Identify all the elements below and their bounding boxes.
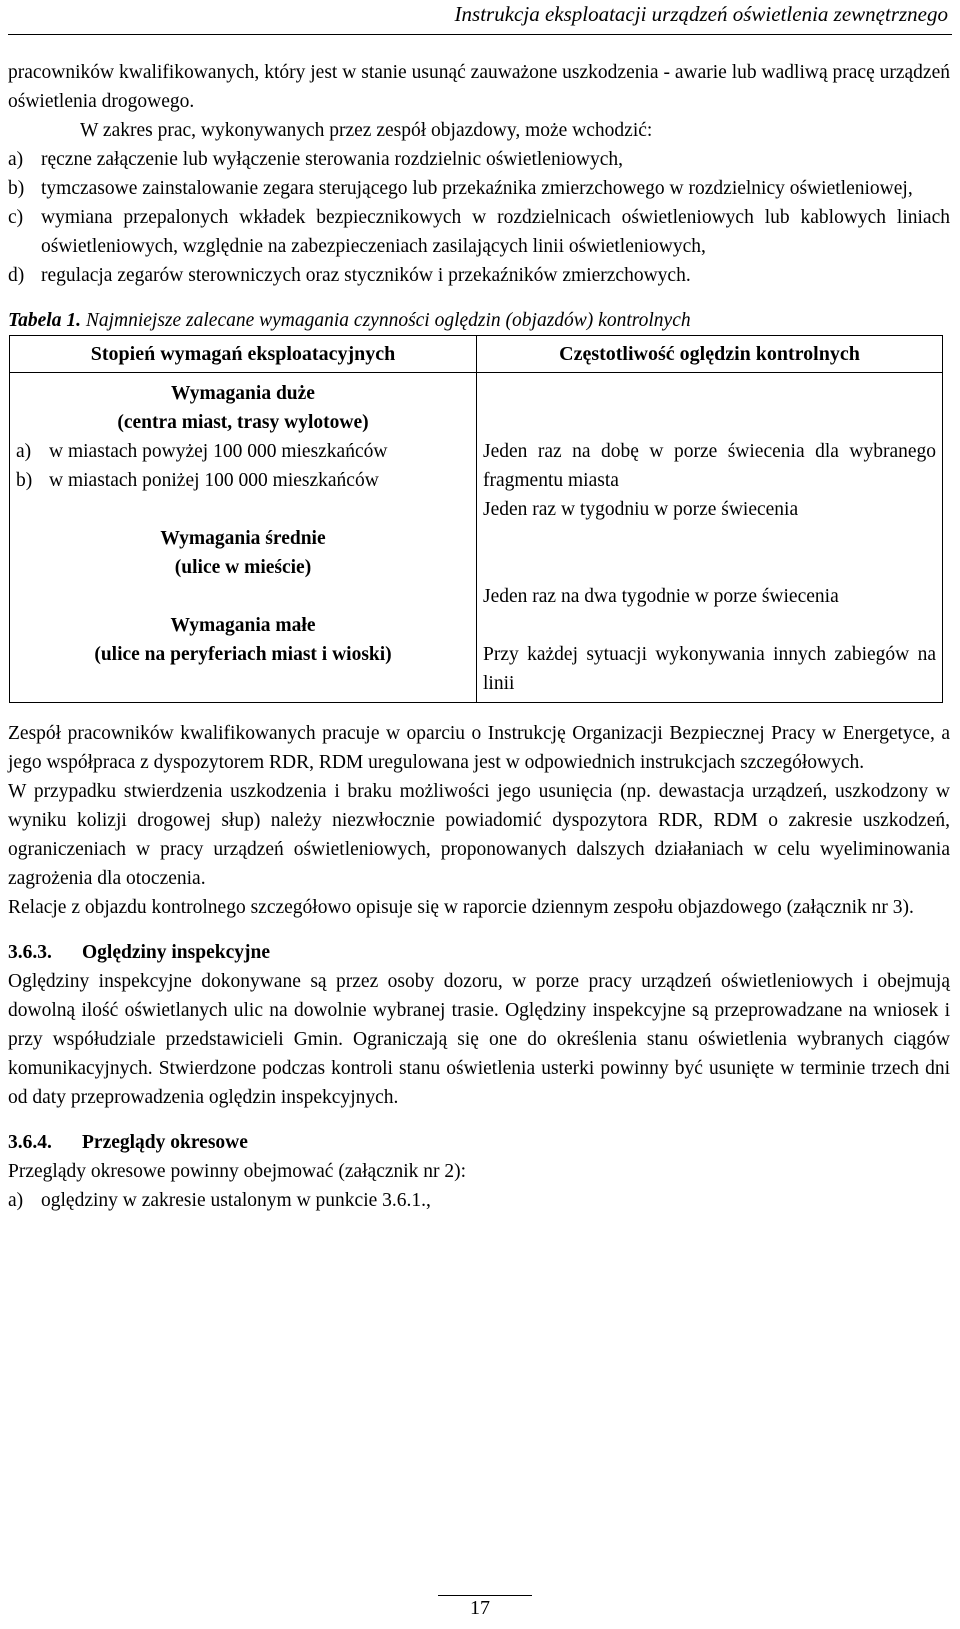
subitem-text: w miastach powyżej 100 000 mieszkańców xyxy=(49,441,388,462)
list-item xyxy=(8,174,950,203)
page-number: 17 xyxy=(470,1597,490,1619)
frequency-medium: Jeden raz na dwa tygodnie w porze świecenia xyxy=(483,586,839,607)
list-text: tymczasowe zainstalowanie zegara sterującego lub przekaźnika zmierzchowego w rozdzielnicy oświetleniowej, xyxy=(41,178,913,199)
paragraph-intro: pracowników kwalifikowanych, który jest w stanie usunąć zauważone uszkodzenia - awarie lub wadliwą pracę urządzeń oświetlenia drogowego. xyxy=(8,62,950,112)
table-row xyxy=(10,373,943,703)
table-header-row xyxy=(10,336,943,373)
level-low-desc: (ulice na peryferiach miast i wioski) xyxy=(94,644,392,665)
paragraph-scope: W zakres prac, wykonywanych przez zespół objazdowy, może wchodzić: xyxy=(80,120,653,141)
paragraph-periodic: Przeglądy okresowe powinny obejmować (załącznik nr 2): xyxy=(8,1161,467,1182)
page-content xyxy=(8,58,950,1215)
list-item xyxy=(8,1186,950,1215)
list-item xyxy=(8,203,950,261)
list-text: regulacja zegarów sterowniczych oraz styczników i przekaźników zmierzchowych. xyxy=(41,265,691,286)
requirements-table xyxy=(9,335,943,703)
section-number: 3.6.3. xyxy=(8,942,52,963)
section-heading-363 xyxy=(8,938,950,967)
running-header xyxy=(8,0,952,35)
table-caption-text: Najmniejsze zalecane wymagania czynności oględzin (objazdów) kontrolnych xyxy=(85,310,691,331)
table-label: Tabela 1. xyxy=(8,310,81,331)
frequency-high-b: Jeden raz w tygodniu w porze świecenia xyxy=(483,499,799,520)
level-high: Wymagania duże xyxy=(171,383,315,404)
paragraph-report: Relacje z objazdu kontrolnego szczegółowo opisuje się w raporcie dziennym zespołu objazdowego (załącznik nr 3). xyxy=(8,897,914,918)
paragraph-team: Zespół pracowników kwalifikowanych pracuje w oparciu o Instrukcję Organizacji Bezpiecznej Pracy w Energetyce, a jego współpraca z dyspozytorem RDR, RDM uregulowana jest w odpowiednich instrukcjach szczegółowych. xyxy=(8,723,950,773)
subitem-b xyxy=(16,466,470,495)
column-header-frequency: Częstotliwość oględzin kontrolnych xyxy=(477,336,943,373)
list-text: wymiana przepalonych wkładek bezpiecznikowych w rozdzielnicach oświetleniowych lub kablowych liniach oświetleniowych, względnie na zabezpieczeniach zasilających linii oświetleniowych, xyxy=(41,207,950,257)
subitem-marker: b) xyxy=(16,470,33,491)
level-low: Wymagania małe xyxy=(170,615,316,636)
header-title: Instrukcja eksploatacji urządzeń oświetlenia zewnętrznego xyxy=(454,2,948,26)
level-high-desc: (centra miast, trasy wylotowe) xyxy=(117,412,369,433)
frequency-high-a: Jeden raz na dobę w porze świecenia dla wybranego fragmentu miasta xyxy=(483,441,936,491)
scope-list xyxy=(8,145,950,290)
periodic-list xyxy=(8,1186,950,1215)
list-marker: a) xyxy=(8,1190,24,1211)
section-title: Oględziny inspekcyjne xyxy=(82,942,270,963)
list-marker: b) xyxy=(8,178,25,199)
list-marker: d) xyxy=(8,265,25,286)
list-marker: a) xyxy=(8,149,24,170)
list-item xyxy=(8,145,950,174)
column-header-requirements: Stopień wymagań eksploatacyjnych xyxy=(10,336,477,373)
frequency-low: Przy każdej sytuacji wykonywania innych zabiegów na linii xyxy=(483,644,936,694)
subitem-text: w miastach poniżej 100 000 mieszkańców xyxy=(49,470,379,491)
paragraph-inspection: Oględziny inspekcyjne dokonywane są przez osoby dozoru, w porze pracy urządzeń oświetleniowych i obejmują dowolną ilość oświetlanych ulic na dowolnie wybranej trasie. Oględziny inspekcyjne są przeprowadzane na wniosek i przy współudziale przedstawicieli Gmin. Ograniczają się one do określenia stanu oświetlenia wybranych ciągów komunikacyjnych. Stwierdzone podczas kontroli stanu oświetlenia usterki powinny być usunięte w terminie trzech dni od daty przeprowadzenia oględzin inspekcyjnych. xyxy=(8,971,950,1108)
subitem-a xyxy=(16,437,470,466)
section-title: Przeglądy okresowe xyxy=(82,1132,248,1153)
level-medium-desc: (ulice w mieście) xyxy=(174,557,312,578)
paragraph-damage: W przypadku stwierdzenia uszkodzenia i braku możliwości jego usunięcia (np. dewastacja urządzeń, uszkodzony w wyniku kolizji drogowej słup) należy niezwłocznie powiadomić dyspozytora RDR, RDM o zakresie uszkodzeń, ograniczeniach w pracy urządzeń oświetleniowych, proponowanych dalszych działaniach w celu wyeliminowania zagrożenia dla otoczenia. xyxy=(8,781,950,889)
section-heading-364 xyxy=(8,1128,950,1157)
section-number: 3.6.4. xyxy=(8,1132,52,1153)
table-caption xyxy=(8,306,950,335)
list-marker: c) xyxy=(8,207,24,228)
subitem-marker: a) xyxy=(16,441,32,462)
footer-divider xyxy=(438,1595,532,1596)
level-medium: Wymagania średnie xyxy=(160,528,326,549)
list-text: oględziny w zakresie ustalonym w punkcie 3.6.1., xyxy=(41,1190,431,1211)
list-text: ręczne załączenie lub wyłączenie sterowania rozdzielnic oświetleniowych, xyxy=(41,149,623,170)
list-item xyxy=(8,261,950,290)
